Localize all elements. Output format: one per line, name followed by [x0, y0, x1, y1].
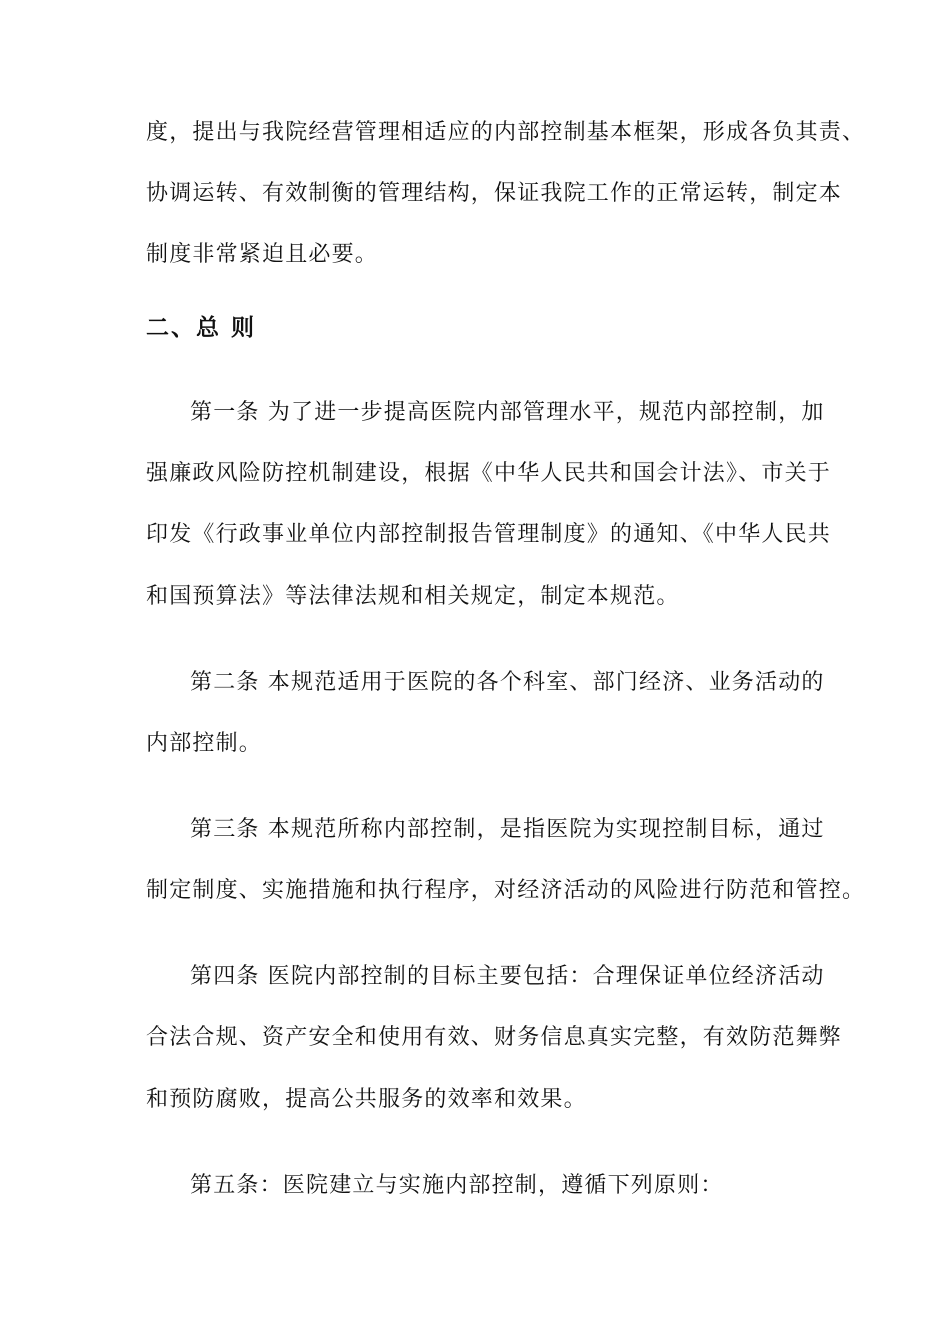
article4-line-2: 合法合规、资产安全和使用有效、财务信息真实完整，有效防范舞弊	[146, 1025, 843, 1050]
article2-line-2: 内部控制。	[146, 731, 263, 756]
article3-line-2: 制定制度、实施措施和执行程序，对经济活动的风险进行防范和管控。	[146, 878, 866, 903]
section-heading: 二、总 则	[146, 315, 257, 341]
intro-line-1: 度，提出与我院经营管理相适应的内部控制基本框架，形成各负其责、	[146, 120, 866, 145]
article5-line-1: 第五条：医院建立与实施内部控制，遵循下列原则：	[190, 1173, 724, 1198]
article4-line-1: 第四条 医院内部控制的目标主要包括：合理保证单位经济活动	[190, 964, 825, 989]
article1-line-2: 强廉政风险防控机制建设，根据《中华人民共和国会计法》、市关于	[146, 461, 832, 486]
article1-line-1: 第一条 为了进一步提高医院内部管理水平，规范内部控制，加	[190, 400, 825, 425]
intro-line-2: 协调运转、有效制衡的管理结构，保证我院工作的正常运转，制定本	[146, 181, 843, 206]
article4-line-3: 和预防腐败，提高公共服务的效率和效果。	[146, 1087, 587, 1112]
article1-line-4: 和国预算法》等法律法规和相关规定，制定本规范。	[146, 584, 680, 609]
article1-line-3: 印发《行政事业单位内部控制报告管理制度》的通知、《中华人民共	[146, 522, 832, 547]
article3-line-1: 第三条 本规范所称内部控制，是指医院为实现控制目标，通过	[190, 817, 825, 842]
article2-line-1: 第二条 本规范适用于医院的各个科室、部门经济、业务活动的	[190, 670, 825, 695]
intro-line-3: 制度非常紧迫且必要。	[146, 242, 379, 267]
